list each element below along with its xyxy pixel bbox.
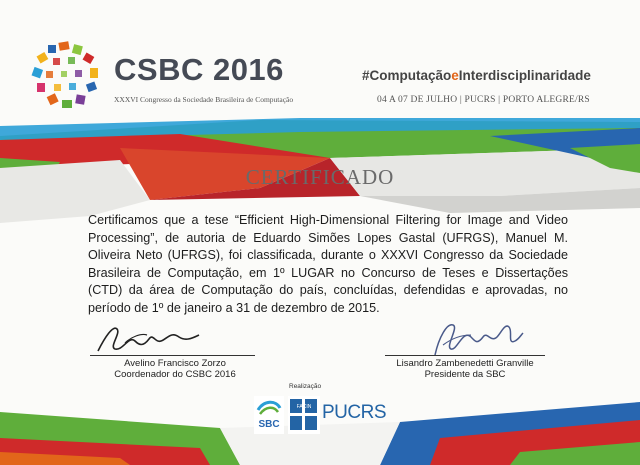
brand-subtitle: XXXVI Congresso da Sociedade Brasileira de Computação [114,95,294,104]
pucrs-logo-text: PUCRS [322,402,387,423]
hashtag-e: e [451,68,459,83]
brand-title: CSBC 2016 [114,52,284,87]
sbc-logo-icon [254,396,284,434]
facin-text: FACIN [296,404,312,410]
certificate-title: CERTIFICADO [245,165,395,189]
signer-left-role: Coordenador do CSBC 2016 [114,369,236,380]
certificate-body: Certificamos que a tese “Efficient High-Dimensional Filtering for Image and Video Processing”, de autoria de Eduardo Simões Lopes Gastal (UFRGS), Manuel M. Oliveira Neto (UFRGS), foi classificada, durante o XXXVI Congresso da Sociedade Brasileira de Computação, em 1º LUGAR no Concurso de Teses e Dissertações (CTD) da área de Computação do país, concluídas, defendidas e aprovadas, no período de 1º de janeiro a 31 de dezembro de 2015. [88,213,568,315]
signer-right-name: Lisandro Zambenedetti Granville [396,358,534,369]
realizacao-label: Realização [289,383,322,390]
signature-line-right [385,355,545,356]
hashtag-suffix: Interdisciplinaridade [458,68,591,83]
signature-left-image [95,317,205,357]
hashtag-prefix: #Computação [362,68,452,83]
signer-left-name: Avelino Francisco Zorzo [124,358,226,369]
csbc-logo-icon [28,40,103,112]
signer-right-role: Presidente da SBC [424,369,506,380]
event-hashtag [362,68,591,83]
event-dates: 04 A 07 DE JULHO | PUCRS | PORTO ALEGRE/RS [377,95,590,105]
sbc-logo-text: SBC [258,419,280,430]
pucrs-facin-logo-icon [288,396,320,434]
signature-right-image [425,315,525,360]
decorative-bottom-ribbons [0,392,640,465]
signature-line-left [90,355,255,356]
